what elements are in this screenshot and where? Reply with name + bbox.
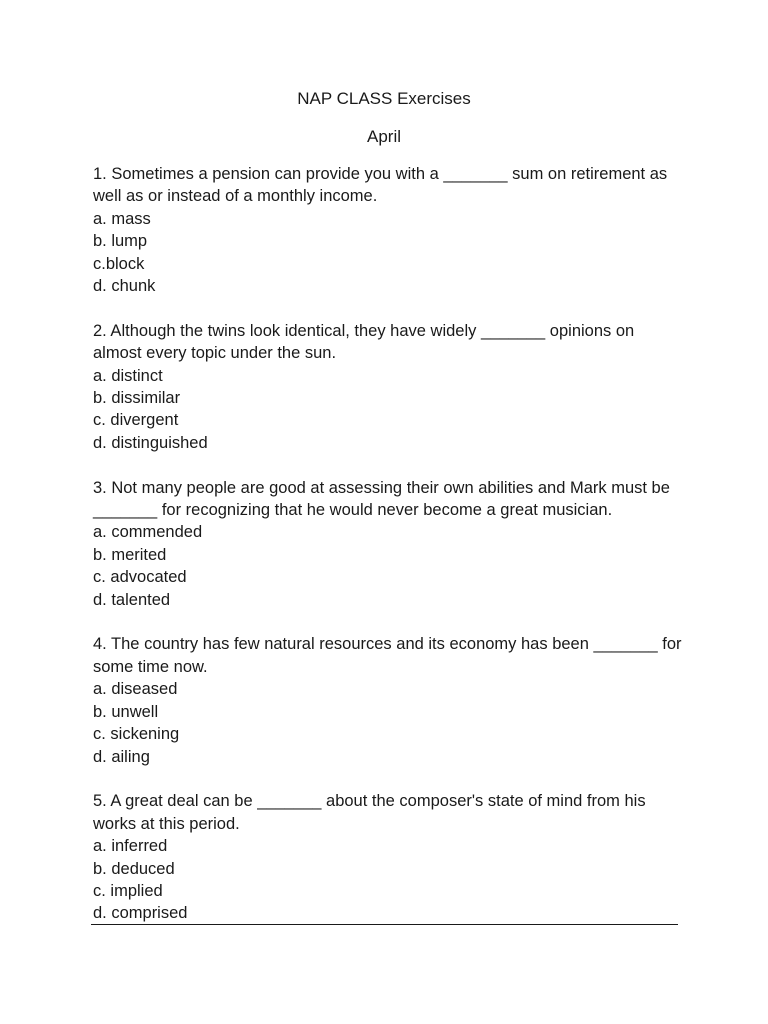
option-a: a. diseased [93, 680, 178, 699]
option-d: d. distinguished [93, 433, 208, 452]
option-a: a. distinct [93, 366, 163, 385]
option-d: d. ailing [93, 747, 150, 766]
option-b: b. deduced [93, 859, 175, 878]
question-text: 5. A great deal can be _______ about the composer's state of mind from his works at this period. [93, 792, 646, 833]
question-4 [93, 633, 683, 767]
option-d: d. chunk [93, 277, 156, 296]
question-list [93, 163, 683, 947]
option-d: d. talented [93, 590, 171, 609]
option-b: b. merited [93, 545, 167, 564]
option-b: b. lump [93, 232, 148, 251]
question-text: 1. Sometimes a pension can provide you with a _______ sum on retirement as well as or instead of a monthly income. [93, 165, 668, 206]
option-c: c. advocated [93, 568, 187, 587]
option-a: a. mass [93, 209, 151, 228]
question-text: 3. Not many people are good at assessing their own abilities and Mark must be _______ for recognizing that he would never become a great musician. [93, 478, 670, 520]
question-2 [93, 320, 683, 454]
question-text: 4. The country has few natural resources and its economy has been _______ for some time now. [93, 635, 682, 676]
bottom-divider [91, 924, 678, 925]
document-subtitle: April [366, 127, 401, 146]
question-1 [93, 163, 683, 297]
option-b: b. unwell [93, 702, 159, 721]
option-c: c. divergent [93, 411, 179, 430]
option-a: a. inferred [93, 837, 168, 856]
option-c: c.block [93, 254, 145, 273]
question-text: 2. Although the twins look identical, they have widely _______ opinions on almost every topic under the sun. [93, 321, 635, 363]
document-title: NAP CLASS Exercises [297, 89, 471, 108]
question-5 [93, 790, 683, 924]
option-d: d. comprised [93, 904, 188, 923]
option-c: c. implied [93, 881, 163, 900]
option-b: b. dissimilar [93, 389, 181, 408]
option-a: a. commended [93, 523, 203, 542]
question-3 [93, 477, 683, 611]
option-c: c. sickening [93, 725, 180, 744]
